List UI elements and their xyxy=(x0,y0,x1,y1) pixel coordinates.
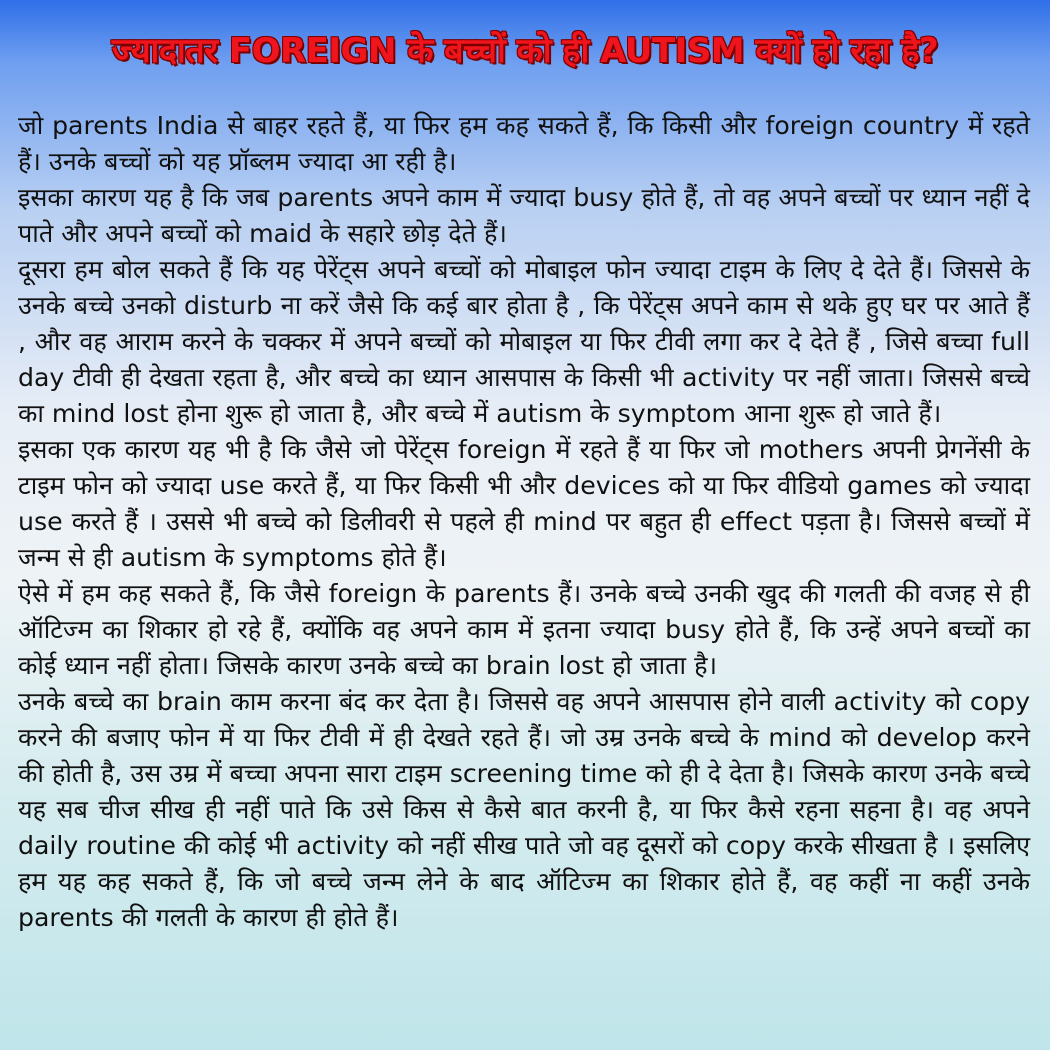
paragraph: दूसरा हम बोल सकते हैं कि यह पेरेंट्स अपने बच्चों को मोबाइल फोन ज्यादा टाइम के लिए दे देते हैं। जिससे के उनके बच्चे उनको disturb ना करें जैसे कि कई बार होता है , कि पेरेंट्स अपने काम से थके हुए घर पर आते हैं , और वह आराम करने के चक्कर में अपने बच्चों को मोबाइल या फिर टीवी लगा कर दे देते हैं , जिसे बच्चा full day टीवी ही देखता रहता है, और बच्चे का ध्यान आसपास के किसी भी activity पर नहीं जाता। जिससे बच्चे का mind lost होना शुरू हो जाता है, और बच्चे में autism के symptom आना शुरू हो जाते हैं। xyxy=(18,255,1030,428)
paragraph: जो parents India से बाहर रहते हैं, या फिर हम कह सकते हैं, कि किसी और foreign country में रहते हैं। उनके बच्चों को यह प्रॉब्लम ज्यादा आ रही है। xyxy=(18,111,1030,176)
paragraph: ऐसे में हम कह सकते हैं, कि जैसे foreign के parents हैं। उनके बच्चे उनकी खुद की गलती की वजह से ही ऑटिज्म का शिकार हो रहे हैं, क्योंकि वह अपने काम में इतना ज्यादा busy होते हैं, कि उन्हें अपने बच्चों का कोई ध्यान नहीं होता। जिसके कारण उनके बच्चे का brain lost हो जाता है। xyxy=(18,579,1030,680)
paragraph: इसका कारण यह है कि जब parents अपने काम में ज्यादा busy होते हैं, तो वह अपने बच्चों पर ध्यान नहीं दे पाते और अपने बच्चों को maid के सहारे छोड़ देते हैं। xyxy=(18,183,1030,248)
paragraph: उनके बच्चे का brain काम करना बंद कर देता है। जिससे वह अपने आसपास होने वाली activity को copy करने की बजाए फोन में या फिर टीवी में ही देखते रहते हैं। जो उम्र उनके बच्चे के mind को develop करने की होती है, उस उम्र में बच्चा अपना सारा टाइम screening time को ही दे देता है। जिसके कारण उनके बच्चे यह सब चीज सीख ही नहीं पाते कि उसे किस से कैसे बात करनी है, या फिर कैसे रहना सहना है। वह अपने daily routine की कोई भी activity को नहीं सीख पाते जो वह दूसरों को copy करके सीखता है । इसलिए हम यह कह सकते हैं, कि जो बच्चे जन्म लेने के बाद ऑटिज्म का शिकार होते हैं, वह कहीं ना कहीं उनके parents की गलती के कारण ही होते हैं। xyxy=(18,687,1030,932)
article-body xyxy=(18,108,1030,936)
paragraph: इसका एक कारण यह भी है कि जैसे जो पेरेंट्स foreign में रहते हैं या फिर जो mothers अपनी प्रेगनेंसी के टाइम फोन को ज्यादा use करते हैं, या फिर किसी भी और devices को या फिर वीडियो games को ज्यादा use करते हैं । उससे भी बच्चे को डिलीवरी से पहले ही mind पर बहुत ही effect पड़ता है। जिससे बच्चों में जन्म से ही autism के symptoms होते हैं। xyxy=(18,435,1030,572)
article-title: ज्यादातर FOREIGN के बच्चों को ही AUTISM क्यों हो रहा है? xyxy=(111,31,939,71)
